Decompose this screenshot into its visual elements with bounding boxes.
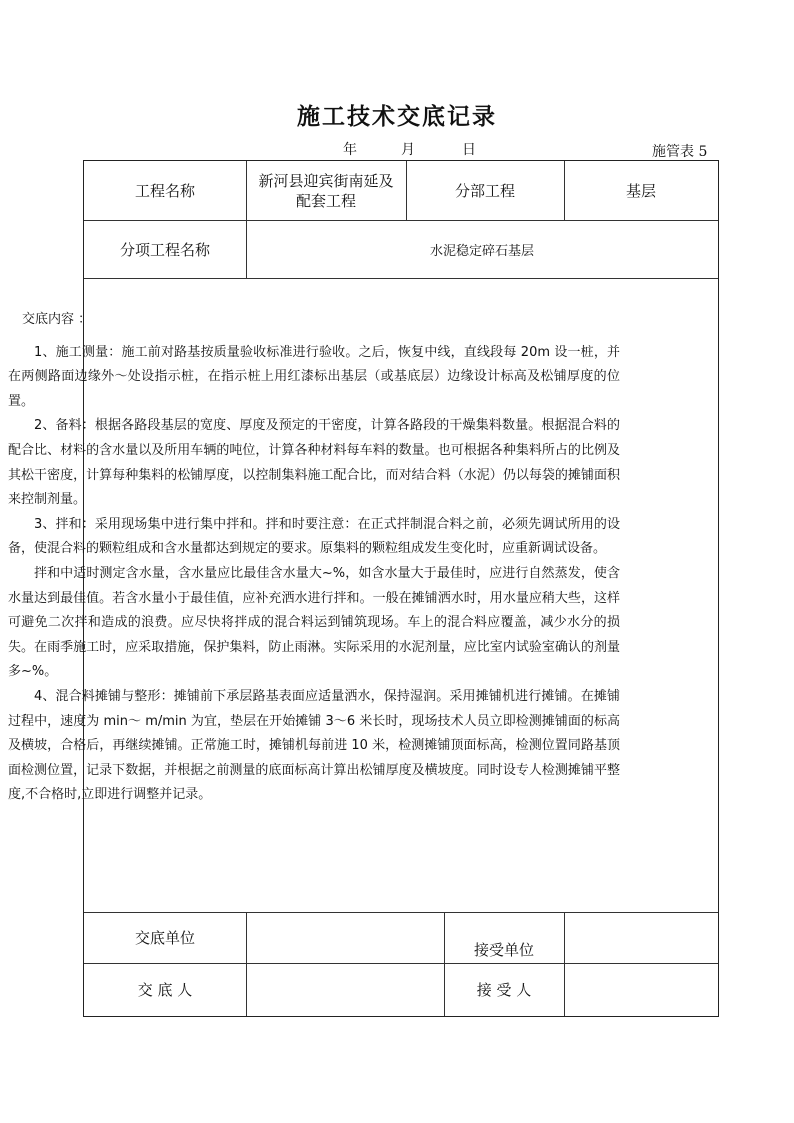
row-divider	[84, 278, 718, 279]
receiver-label: 接 受 人	[476, 981, 532, 999]
receiver-value[interactable]	[564, 963, 718, 1016]
subitem-label: 分项工程名称	[119, 240, 210, 259]
form-number: 施管表 5	[652, 144, 708, 160]
content-paragraph: 拌和中适时测定含水量，含水量应比最佳含水量大~%，如含水量大于最佳时，应进行自然蒸发，使含水量达到最佳值。若含水量小于最佳值，应补充洒水进行拌和。一般在摊铺洒水时，用水量应稍大些，这样可避免二次拌和造成的浪费。应尽快将拌成的混合料运到铺筑现场。车上的混合料应覆盖，减少水分的损失。在雨季施工时，应采取措施，保护集料，防止雨淋。实际采用的水泥剂量，应比室内试验室确认的剂量多~%。	[8, 565, 620, 680]
date-year-label: 年	[343, 142, 357, 158]
project-name-line-1: 新河县迎宾街南延及	[258, 171, 394, 190]
date-day-label: 日	[462, 142, 476, 158]
content-heading: 交底内容 ：	[22, 312, 92, 327]
receiving-unit-label: 接受单位	[473, 941, 534, 959]
project-name-value	[246, 161, 406, 220]
issuing-unit-label: 交底单位	[134, 929, 195, 947]
document-title: 施工技术交底记录	[297, 103, 497, 130]
content-paragraph: 3、拌和：采用现场集中进行集中拌和。拌和时要注意：在正式拌制混合料之前，必须先调试所用的设备，使混合料的颗粒组成和含水量都达到规定的要求。原集料的颗粒组成发生变化时，应重新调试设备。	[8, 516, 620, 557]
division-value: 基层	[625, 182, 656, 200]
handover-content	[8, 308, 620, 808]
project-name-line-2: 配套工程	[295, 191, 356, 210]
issuer-value[interactable]	[246, 963, 444, 1016]
date-month-label: 月	[401, 142, 415, 158]
content-paragraph: 2、备料：根据各路段基层的宽度、厚度及预定的干密度，计算各路段的干燥集料数量。根据混合料的配合比、材料的含水量以及所用车辆的吨位，计算各种材料每车料的数量。也可根据各种集料所占的比例及其松干密度，计算每种集料的松铺厚度，以控制集料施工配合比，而对结合料（水泥）仍以每袋的摊铺面积来控制剂量。	[8, 418, 620, 508]
issuer-label: 交 底 人	[137, 981, 193, 999]
content-paragraph: 1、施工测量：施工前对路基按质量验收标准进行验收。之后，恢复中线，直线段每 20m 设一桩，并在两侧路面边缘外～处设指示桩，在指示桩上用红漆标出基层（或基底层）边缘设计标高及松铺厚度的位置。	[8, 344, 620, 409]
receiving-unit-value[interactable]	[564, 912, 718, 963]
content-paragraph: 4、混合料摊铺与整形：摊铺前下承层路基表面应适量洒水，保持湿润。采用摊铺机进行摊铺。在摊铺过程中，速度为 min～ m/min 为宜，垫层在开始摊铺 3～6 米长时，现场技术人员立即检测摊铺面的标高及横坡，合格后，再继续摊铺。正常施工时，摊铺机每前进 10 米，检测摊铺顶面标高，检测位置同路基顶面检测位置，记录下数据，并根据之前测量的底面标高计算出松铺厚度及横坡度。同时设专人检测摊铺平整度,不合格时,立即进行调整并记录。	[8, 688, 620, 803]
issuing-unit-value[interactable]	[246, 912, 444, 963]
subitem-value: 水泥稳定碎石基层	[429, 243, 534, 259]
project-name-label: 工程名称	[134, 182, 195, 200]
division-label: 分部工程	[454, 182, 515, 200]
